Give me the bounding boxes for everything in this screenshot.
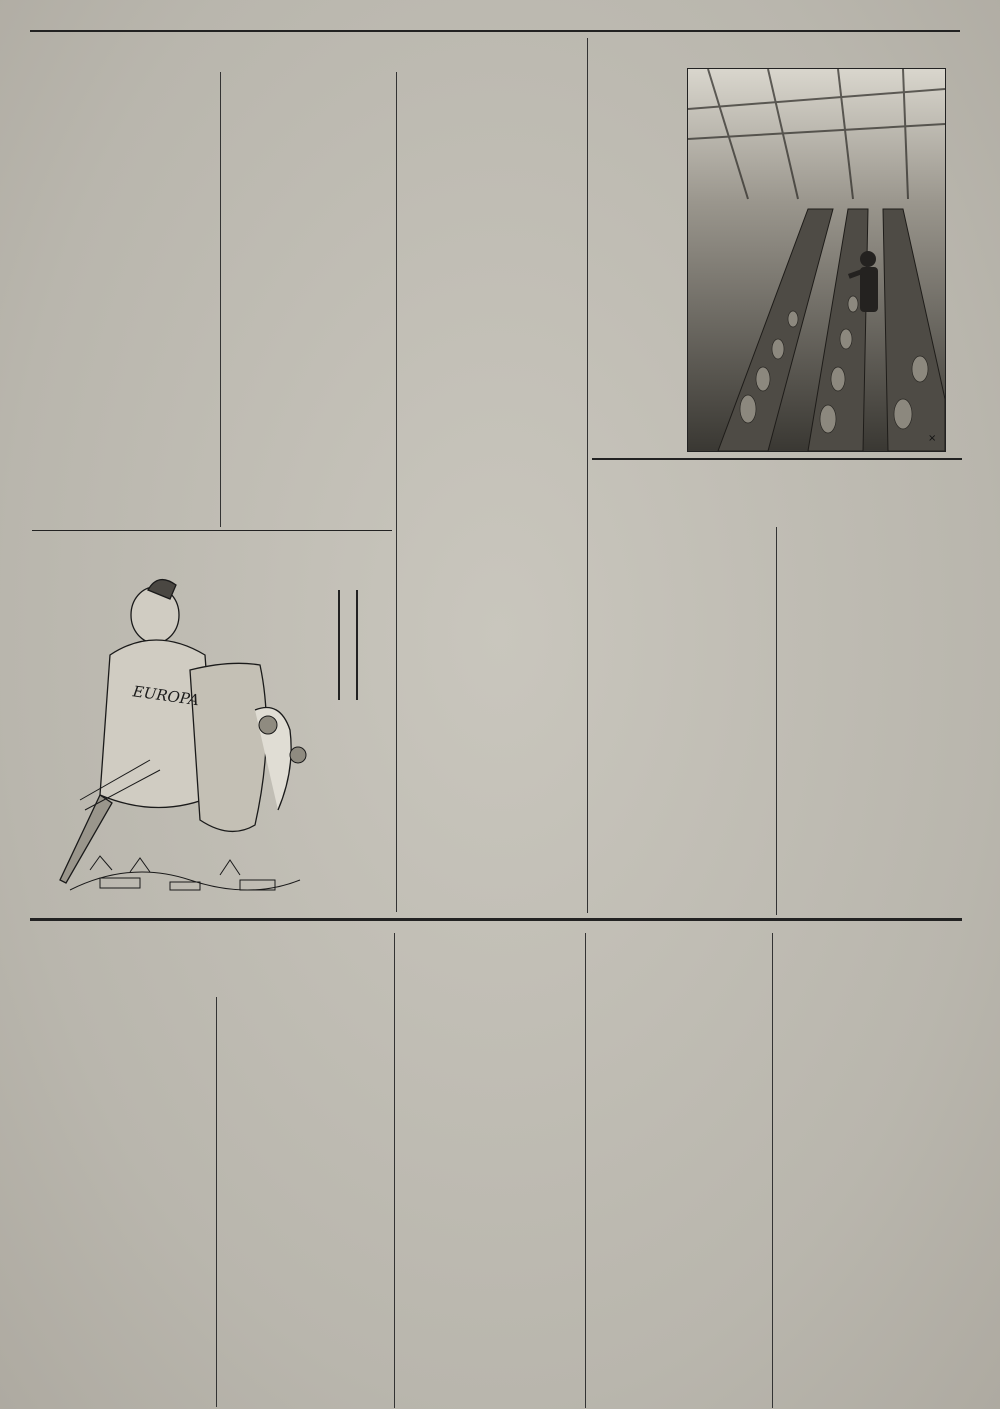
- forge-side-caption: [597, 68, 685, 448]
- factory-photo-illustration: [688, 69, 945, 451]
- col-divider: [587, 38, 588, 913]
- factory-photo: [687, 68, 946, 452]
- col-divider: [772, 933, 773, 1408]
- col-divider: [220, 72, 221, 527]
- col-divider: [396, 72, 397, 912]
- battles-col3: [398, 933, 580, 1408]
- photo-mark: ×: [928, 433, 937, 444]
- initiative-col1: [594, 527, 772, 915]
- weak-sides-col2: [227, 72, 393, 527]
- battles-col1: [38, 997, 210, 1407]
- battles-col2: [221, 997, 389, 1407]
- major-rule: [30, 918, 962, 921]
- weak-sides-col3: [401, 72, 579, 912]
- cartoon-frame-right: [356, 590, 358, 700]
- initiative-col2: [781, 527, 953, 915]
- col-divider: [216, 997, 217, 1407]
- battles-col4: [589, 933, 767, 1408]
- cartoon-frame-left: [338, 590, 340, 700]
- masthead-rule: [30, 30, 960, 32]
- col-divider: [585, 933, 586, 1408]
- section-rule: [592, 458, 962, 460]
- col-divider: [394, 933, 395, 1408]
- europa-label: EUROPA: [131, 682, 201, 710]
- col-divider: [776, 527, 777, 915]
- section-rule: [32, 530, 392, 531]
- battles-col5: [776, 933, 956, 1408]
- weak-sides-col1: [38, 72, 211, 527]
